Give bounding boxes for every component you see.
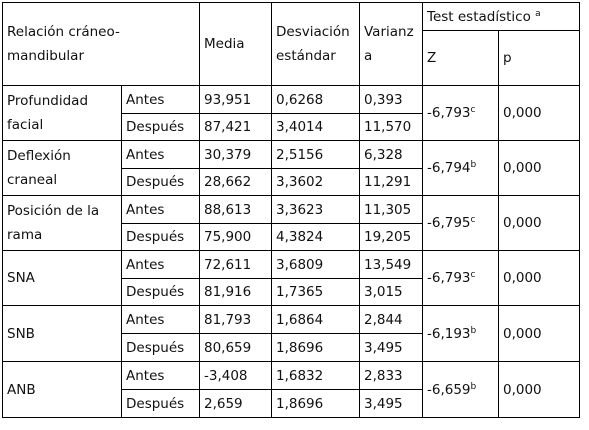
- media-value: 81,916: [200, 279, 272, 306]
- row-name: SNB: [3, 306, 122, 362]
- media-value: -3,408: [200, 362, 272, 390]
- media-value: 28,662: [200, 169, 272, 196]
- p-value: 0,000: [499, 141, 580, 196]
- z-cell: [423, 362, 499, 418]
- p-value: 0,000: [499, 306, 580, 362]
- media-value: 87,421: [200, 114, 272, 141]
- header-desviacion: Desviación estándar: [272, 3, 360, 86]
- z-footnote: c: [470, 270, 476, 280]
- table-row: [3, 362, 580, 390]
- varianza-value: 2,844: [360, 306, 423, 334]
- row-name: Deflexión craneal: [3, 141, 122, 196]
- z-value: -6,793: [427, 270, 471, 286]
- z-value: -6,794: [427, 160, 471, 176]
- z-value: -6,659: [427, 381, 471, 398]
- phase-label: Antes: [122, 362, 200, 390]
- varianza-value: 3,015: [360, 279, 423, 306]
- phase-label: Antes: [122, 196, 200, 224]
- phase-label: Después: [122, 334, 200, 362]
- desviacion-value: 0,6268: [272, 86, 360, 114]
- header-media: Media: [200, 3, 272, 86]
- header-relation: Relación cráneo-mandibular: [3, 3, 200, 86]
- p-value: 0,000: [499, 86, 580, 141]
- z-cell: [423, 86, 499, 141]
- varianza-value: 11,570: [360, 114, 423, 141]
- desviacion-value: 3,6809: [272, 251, 360, 279]
- varianza-value: 3,495: [360, 390, 423, 418]
- desviacion-value: 1,7365: [272, 279, 360, 306]
- desviacion-value: 1,8696: [272, 334, 360, 362]
- desviacion-value: 1,6864: [272, 306, 360, 334]
- z-cell: [423, 251, 499, 306]
- p-value: 0,000: [499, 196, 580, 251]
- row-name: SNA: [3, 251, 122, 306]
- phase-label: Después: [122, 224, 200, 251]
- z-footnote: c: [470, 215, 476, 225]
- row-name: Posición de la rama: [3, 196, 122, 251]
- p-value: 0,000: [499, 362, 580, 418]
- phase-label: Antes: [122, 251, 200, 279]
- varianza-value: 11,291: [360, 169, 423, 196]
- desviacion-value: 2,5156: [272, 141, 360, 169]
- z-footnote: c: [470, 105, 476, 115]
- header-test: [423, 3, 580, 31]
- row-name: ANB: [3, 362, 122, 418]
- desviacion-value: 3,4014: [272, 114, 360, 141]
- desviacion-value: 3,3602: [272, 169, 360, 196]
- media-value: 81,793: [200, 306, 272, 334]
- phase-label: Después: [122, 169, 200, 196]
- phase-label: Antes: [122, 306, 200, 334]
- z-footnote: b: [470, 325, 477, 336]
- z-footnote: b: [470, 160, 477, 170]
- media-value: 30,379: [200, 141, 272, 169]
- p-value: 0,000: [499, 251, 580, 306]
- media-value: 72,611: [200, 251, 272, 279]
- table-row: [3, 86, 580, 114]
- media-value: 88,613: [200, 196, 272, 224]
- results-table: [2, 2, 580, 418]
- varianza-value: 11,305: [360, 196, 423, 224]
- varianza-value: 13,549: [360, 251, 423, 279]
- header-z: Z: [423, 31, 499, 86]
- header-varianza: Varianza: [360, 3, 423, 86]
- z-value: -6,193: [427, 325, 471, 342]
- desviacion-value: 1,6832: [272, 362, 360, 390]
- z-cell: [423, 196, 499, 251]
- header-test-sup: a: [535, 8, 541, 19]
- phase-label: Después: [122, 390, 200, 418]
- table-row: [3, 196, 580, 224]
- header-test-label: Test estadístico: [427, 8, 531, 25]
- desviacion-value: 3,3623: [272, 196, 360, 224]
- media-value: 2,659: [200, 390, 272, 418]
- z-value: -6,793: [427, 105, 471, 121]
- varianza-value: 19,205: [360, 224, 423, 251]
- varianza-value: 2,833: [360, 362, 423, 390]
- varianza-value: 6,328: [360, 141, 423, 169]
- desviacion-value: 1,8696: [272, 390, 360, 418]
- table-row: [3, 141, 580, 169]
- desviacion-value: 4,3824: [272, 224, 360, 251]
- row-name: Profundidad facial: [3, 86, 122, 141]
- varianza-value: 3,495: [360, 334, 423, 362]
- phase-label: Después: [122, 279, 200, 306]
- z-value: -6,795: [427, 215, 471, 231]
- media-value: 75,900: [200, 224, 272, 251]
- media-value: 80,659: [200, 334, 272, 362]
- z-cell: [423, 141, 499, 196]
- header-p: p: [499, 31, 580, 86]
- phase-label: Después: [122, 114, 200, 141]
- varianza-value: 0,393: [360, 86, 423, 114]
- z-cell: [423, 306, 499, 362]
- z-footnote: b: [470, 381, 477, 392]
- table-row: [3, 306, 580, 334]
- media-value: 93,951: [200, 86, 272, 114]
- phase-label: Antes: [122, 141, 200, 169]
- table-row: [3, 251, 580, 279]
- phase-label: Antes: [122, 86, 200, 114]
